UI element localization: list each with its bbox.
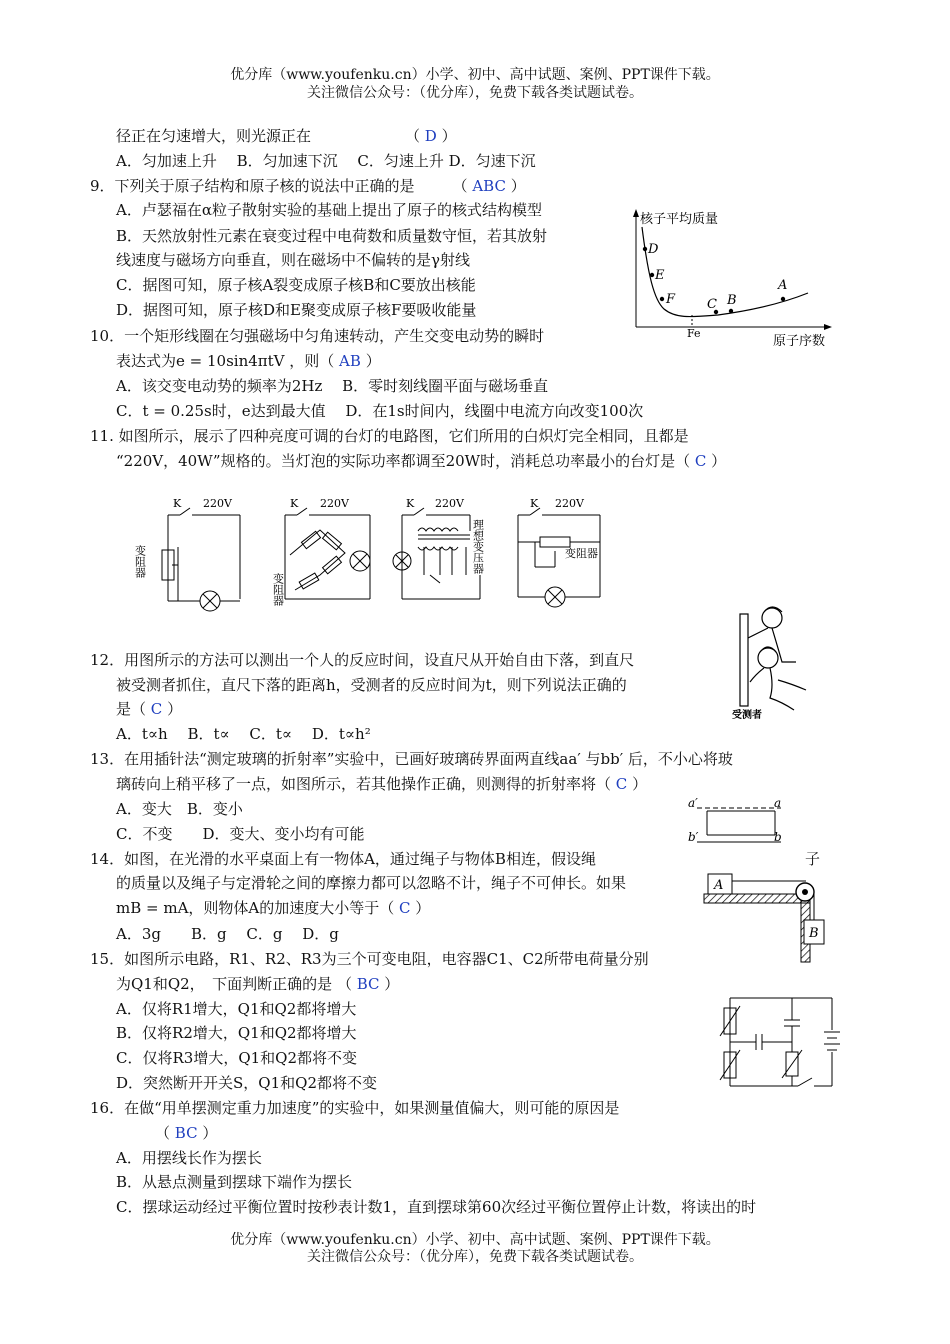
label-b: b (774, 830, 782, 844)
block-a-label: A (714, 878, 724, 893)
c3-v: 220V (435, 497, 464, 510)
q9-option-b2: 线速度与磁场方向垂直，则在磁场中不偏转的是γ射线 (116, 251, 470, 269)
c1-rheostat-label: 变阻器 (133, 545, 147, 578)
q14-options: A．3g B．g C．g D．g (116, 925, 339, 943)
q9-stem: 9．下列关于原子结构和原子核的说法中正确的是 （ ABC ） (90, 177, 526, 195)
graph-xlabel: 原子序数 (773, 334, 826, 349)
q11-answer: C (694, 452, 707, 470)
circuit-3 (393, 508, 480, 599)
q12-options: A．t∝h B．t∝ C．t∝ D．t∝h² (116, 725, 371, 743)
q13-options-ab: A．变大 B．变小 (116, 800, 243, 818)
point-a: A (778, 278, 788, 293)
q15-option-d: D．突然断开开关S，Q1和Q2都将不变 (116, 1074, 377, 1092)
c4-rheostat-label: 变阻器 (565, 547, 598, 560)
q16-option-c: C．摆球运动经过平衡位置时按秒表计数1，直到摆球第60次经过平衡位置停止计数，将读出的时 (116, 1198, 757, 1216)
glass-block-figure (685, 795, 795, 850)
q16-stem: 16．在做“用单摆测定重力加速度”的实验中，如果测量值偏大，则可能的原因是 (90, 1099, 620, 1117)
q9-option-d: D．据图可知，原子核D和E聚变成原子核F要吸收能量 (116, 301, 477, 319)
label-a-prime: a′ (688, 796, 698, 810)
lamp-circuits-figure (133, 495, 620, 615)
q12-answer: C (150, 700, 163, 718)
c1-k: K (173, 497, 182, 510)
q15-stem2: 为Q1和Q2， 下面判断正确的是 （ BC ） (116, 975, 400, 993)
point-c: C (707, 297, 717, 312)
point-f: F (666, 292, 676, 307)
capacitor-circuit-figure (712, 990, 842, 1095)
graph-fe-label: Fe (687, 327, 701, 340)
q12-stem2: 被受测者抓住，直尺下落的距离h，受测者的反应时间为t，则下列说法正确的 (116, 676, 627, 694)
q11-stem1: 11. 如图所示，展示了四种亮度可调的台灯的电路图，它们所用的白炽灯完全相同，且都是 (90, 427, 689, 445)
q10-options-cd: C．t = 0.25s时，e达到最大值 D．在1s时间内，线圈中电流方向改变100次 (116, 402, 644, 420)
point-d: D (648, 242, 659, 257)
q9-option-a: A．卢瑟福在α粒子散射实验的基础上提出了原子的核式结构模型 (116, 201, 542, 219)
q14-stem1: 14．如图，在光滑的水平桌面上有一物体A，通过绳子与物体B相连，假设绳 (90, 850, 596, 868)
q9-option-c: C．据图可知，原子核A裂变成原子核B和C要放出核能 (116, 276, 476, 294)
q9-option-b1: B．天然放射性元素在衰变过程中电荷数和质量数守恒，若其放射 (116, 227, 548, 245)
q16-option-a: A．用摆线长作为摆长 (116, 1149, 262, 1167)
c4-v: 220V (555, 497, 584, 510)
c2-k: K (290, 497, 299, 510)
reaction-time-figure (728, 600, 818, 722)
q10-answer: AB (339, 352, 361, 370)
footer-line2: 关注微信公众号：（优分库），免费下载各类试题试卷。 (307, 1249, 643, 1265)
c1-v: 220V (203, 497, 232, 510)
q13-stem2: 璃砖向上稍平移了一点，如图所示，若其他操作正确，则测得的折射率将（ C ） (116, 775, 648, 793)
q8-options: A．匀加速上升 B．匀加速下沉 C．匀速上升 D．匀速下沉 (116, 152, 536, 170)
q15-option-b: B．仅将R2增大，Q1和Q2都将增大 (116, 1024, 357, 1042)
q13-answer: C (615, 775, 628, 793)
q11-stem2: “220V，40W”规格的。当灯泡的实际功率都调至20W时，消耗总功率最小的台灯是（ C ） (116, 452, 727, 470)
binding-energy-graph (628, 205, 848, 350)
c2-v: 220V (320, 497, 349, 510)
point-b: B (727, 293, 737, 308)
q13-options-cd: C．不变 D．变大、变小均有可能 (116, 825, 365, 843)
header-line2: 关注微信公众号：（优分库），免费下载各类试题试卷。 (307, 85, 643, 101)
header-line1: 优分库（www.youfenku.cn）小学、初中、高中试题、案例、PPT课件下载。 (230, 67, 720, 83)
q14-stem3: mB = mA，则物体A的加速度大小等于（ C ） (116, 899, 431, 917)
pulley-figure (702, 866, 832, 966)
q8-answer: D (424, 127, 437, 145)
label-a: a (774, 796, 782, 810)
label-b-prime: b′ (688, 830, 699, 844)
circuit-2 (285, 508, 370, 599)
q10-options-ab: A．该交变电动势的频率为2Hz B．零时刻线圈平面与磁场垂直 (116, 377, 549, 395)
point-e: E (655, 268, 665, 283)
graph-ylabel: 核子平均质量 (640, 212, 719, 227)
circuit-1 (162, 508, 240, 611)
q12-stem3: 是（ C ） (116, 700, 183, 718)
q14-answer: C (399, 899, 411, 917)
c3-transformer-label: 理想变压器 (471, 519, 485, 574)
block-b-label: B (809, 926, 819, 941)
footer-line1: 优分库（www.youfenku.cn）小学、初中、高中试题、案例、PPT课件下载。 (230, 1232, 720, 1248)
q15-option-a: A．仅将R1增大，Q1和Q2都将增大 (116, 1000, 357, 1018)
q15-option-c: C．仅将R3增大，Q1和Q2都将不变 (116, 1049, 357, 1067)
q16-answer-line: （ BC ） (155, 1124, 218, 1142)
q14-stem2: 的质量以及绳子与定滑轮之间的摩擦力都可以忽略不计，绳子不可伸长。如果 (116, 874, 627, 892)
q10-stem2: 表达式为e = 10sin4πtV ，则（ AB ） (116, 352, 381, 370)
q8-stem: 径正在匀速增大，则光源正在 （ D ） (116, 127, 457, 145)
q16-answer: BC (174, 1124, 198, 1142)
q12-fig-label: 受测者 (732, 710, 762, 721)
q14-stem1b: 子 (805, 850, 821, 868)
q15-stem1: 15．如图所示电路，R1、R2、R3为三个可变电阻，电容器C1、C2所带电荷量分别 (90, 950, 649, 968)
c4-k: K (530, 497, 539, 510)
q12-stem1: 12．用图所示的方法可以测出一个人的反应时间，设直尺从开始自由下落，到直尺 (90, 651, 635, 669)
q9-answer: ABC (472, 177, 506, 195)
c3-k: K (406, 497, 415, 510)
q10-stem1: 10．一个矩形线圈在匀强磁场中匀角速转动，产生交变电动势的瞬时 (90, 327, 545, 345)
q15-answer: BC (356, 975, 380, 993)
q16-option-b: B．从悬点测量到摆球下端作为摆长 (116, 1173, 353, 1191)
q13-stem1: 13．在用插针法“测定玻璃的折射率”实验中，已画好玻璃砖界面两直线aa′ 与bb′ 后，不小心将玻 (90, 750, 733, 768)
c2-rheostat-label: 变阻器 (271, 573, 285, 606)
